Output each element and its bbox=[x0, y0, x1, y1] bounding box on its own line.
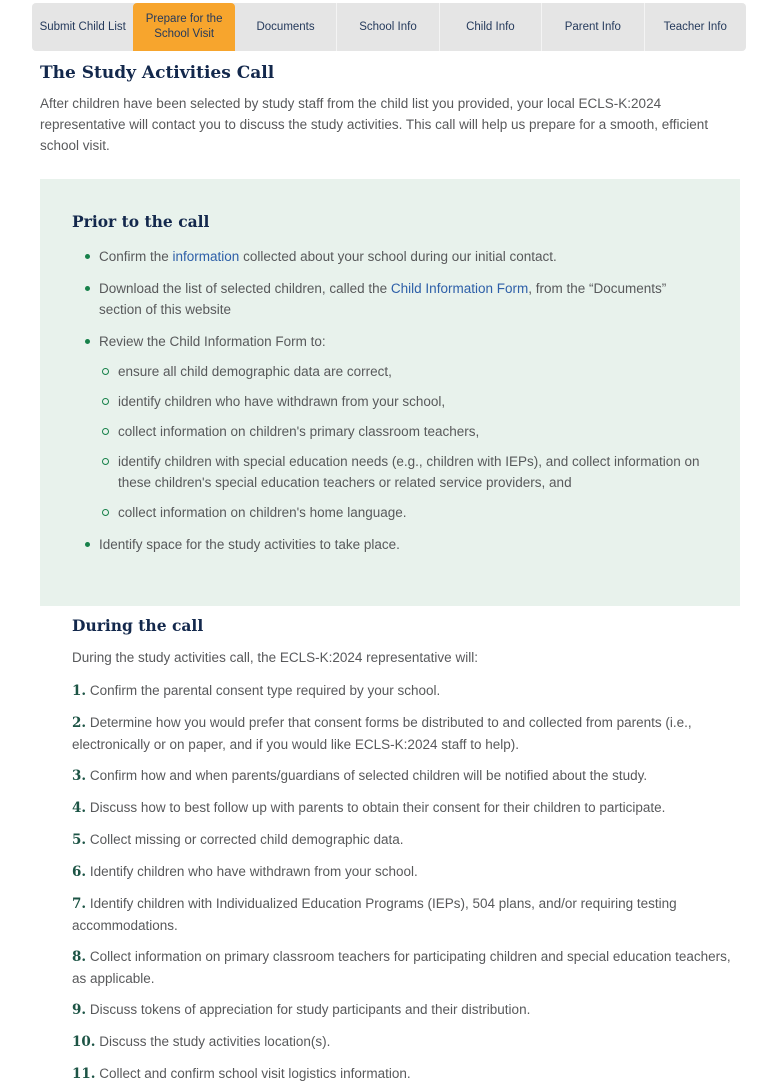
tab-label: Prepare for the School Visit bbox=[145, 13, 223, 40]
tab-prepare-for-the-school-visit[interactable] bbox=[133, 3, 234, 51]
bullet-text: Review the Child Information Form to: bbox=[99, 334, 326, 349]
numbered-item: 3. Confirm how and when parents/guardians of selected children will be notified about the study. bbox=[72, 768, 648, 784]
tab-bar bbox=[32, 3, 746, 51]
main-content bbox=[0, 63, 768, 1085]
item-number: 3. bbox=[72, 768, 87, 784]
tab-label: Documents bbox=[256, 20, 315, 33]
tab-label: School Info bbox=[359, 20, 417, 33]
bullet-item bbox=[85, 278, 700, 320]
intro-paragraph: After children have been selected by study staff from the child list you provided, your local ECLS-K:2024 representative will contact you to discuss the study activities. This call will help us prepare for a smooth, efficient school visit. bbox=[40, 96, 709, 153]
item-number: 8. bbox=[72, 949, 87, 965]
tab-label: Parent Info bbox=[564, 20, 621, 33]
during-call-section bbox=[72, 616, 740, 1085]
numbered-item: 8. Collect information on primary classroom teachers for participating children and special education teachers, as applicable. bbox=[72, 949, 731, 986]
item-number: 2. bbox=[72, 715, 87, 731]
bullet-text: Identify space for the study activities to take place. bbox=[99, 537, 400, 552]
inline-link[interactable]: Child Information Form bbox=[390, 281, 529, 296]
numbered-item: 4. Discuss how to best follow up with parents to obtain their consent for their children to participate. bbox=[72, 800, 666, 816]
sub-bullet-item: collect information on children's home language. bbox=[102, 502, 700, 523]
numbered-item: 11. Collect and confirm school visit logistics information. bbox=[72, 1066, 411, 1082]
sub-bullet-item: identify children who have withdrawn from your school, bbox=[102, 391, 700, 412]
item-number: 6. bbox=[72, 864, 87, 880]
item-number: 9. bbox=[72, 1002, 87, 1018]
tab-teacher-info[interactable] bbox=[644, 3, 746, 51]
sub-bullet-list bbox=[102, 361, 700, 523]
prior-bullet-list bbox=[85, 246, 700, 555]
bullet-text: Confirm the information collected about your school during our initial contact. bbox=[99, 249, 557, 264]
page-title: The Study Activities Call bbox=[40, 63, 275, 83]
during-call-heading: During the call bbox=[72, 616, 204, 635]
tab-parent-info[interactable] bbox=[541, 3, 643, 51]
tab-label: Teacher Info bbox=[663, 20, 727, 33]
item-number: 7. bbox=[72, 896, 87, 912]
numbered-item: 9. Discuss tokens of appreciation for study participants and their distribution. bbox=[72, 1002, 531, 1018]
tab-child-info[interactable] bbox=[439, 3, 541, 51]
item-number: 10. bbox=[72, 1034, 96, 1050]
item-number: 5. bbox=[72, 832, 87, 848]
tab-school-info[interactable] bbox=[336, 3, 438, 51]
during-call-intro: During the study activities call, the ECLS-K:2024 representative will: bbox=[72, 650, 478, 665]
bullet-item bbox=[85, 246, 700, 267]
item-number: 11. bbox=[72, 1066, 96, 1082]
sub-bullet-item: collect information on children's primary classroom teachers, bbox=[102, 421, 700, 442]
sub-bullet-item: ensure all child demographic data are correct, bbox=[102, 361, 700, 382]
numbered-item: 2. Determine how you would prefer that consent forms be distributed to and collected from parents (i.e., electronically or on paper, and if you would like ECLS-K:2024 staff to help). bbox=[72, 715, 692, 752]
prior-call-heading: Prior to the call bbox=[72, 212, 210, 231]
sub-bullet-item: identify children with special education needs (e.g., children with IEPs), and collect information on these children's special education teachers or related service providers, and bbox=[102, 451, 700, 493]
numbered-item: 5. Collect missing or corrected child demographic data. bbox=[72, 832, 404, 848]
tab-label: Submit Child List bbox=[39, 20, 126, 33]
numbered-item: 7. Identify children with Individualized Education Programs (IEPs), 504 plans, and/or requiring testing accommodations. bbox=[72, 896, 677, 933]
during-numbered-list bbox=[72, 680, 740, 1085]
tab-label: Child Info bbox=[466, 20, 515, 33]
prior-call-panel bbox=[40, 179, 740, 606]
tab-submit-child-list[interactable] bbox=[32, 3, 133, 51]
numbered-item: 10. Discuss the study activities location(s). bbox=[72, 1034, 331, 1050]
numbered-item: 6. Identify children who have withdrawn from your school. bbox=[72, 864, 418, 880]
numbered-item: 1. Confirm the parental consent type required by your school. bbox=[72, 683, 441, 699]
bullet-text: Download the list of selected children, called the Child Information Form, from the “Documents” section of this website bbox=[99, 281, 667, 317]
item-number: 4. bbox=[72, 800, 87, 816]
bullet-item bbox=[85, 331, 700, 523]
inline-link[interactable]: information bbox=[172, 249, 240, 264]
tab-documents[interactable] bbox=[235, 3, 336, 51]
bullet-item bbox=[85, 534, 700, 555]
item-number: 1. bbox=[72, 683, 87, 699]
